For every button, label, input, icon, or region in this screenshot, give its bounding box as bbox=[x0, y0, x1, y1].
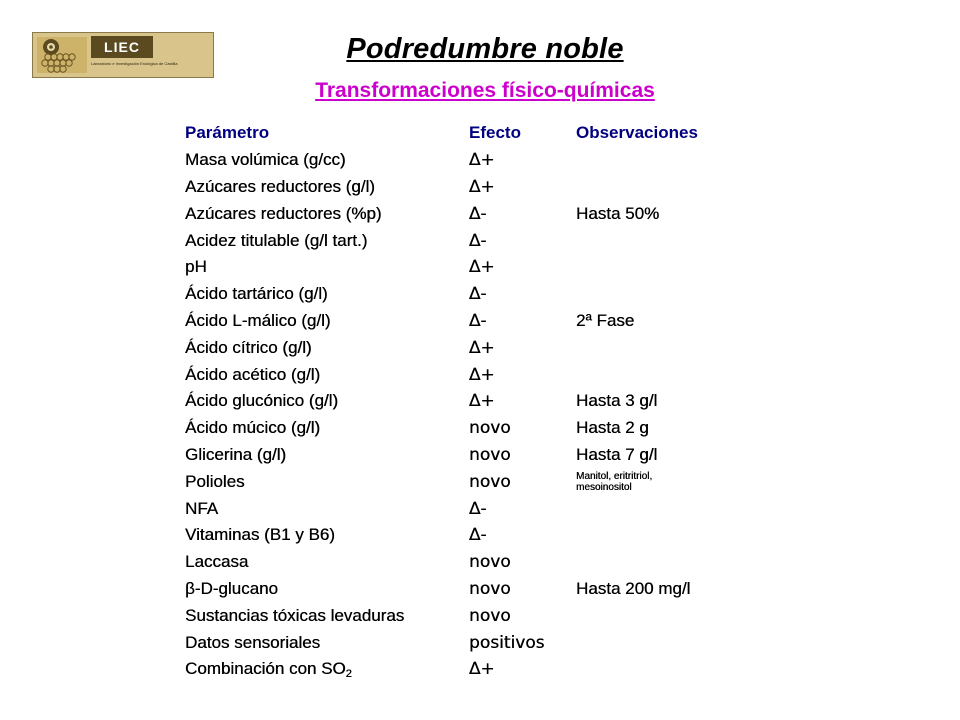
cell-parameter: Laccasa bbox=[185, 552, 249, 572]
parameters-table bbox=[185, 120, 756, 683]
cell-observations bbox=[576, 656, 756, 683]
cell-parameter: Azúcares reductores (%p) bbox=[185, 203, 382, 223]
cell-observations: Hasta 3 g/l bbox=[576, 391, 658, 411]
table-row bbox=[185, 602, 756, 629]
table-row bbox=[185, 334, 756, 361]
cell-observations bbox=[576, 522, 756, 549]
table-row bbox=[185, 281, 756, 308]
cell-effect: novo bbox=[469, 444, 511, 465]
cell-observations bbox=[576, 334, 756, 361]
cell-effect: ∆- bbox=[469, 284, 487, 305]
table-row bbox=[185, 656, 756, 683]
table-row bbox=[185, 415, 756, 442]
cell-observations: Hasta 2 g bbox=[576, 418, 649, 438]
cell-observations bbox=[576, 227, 756, 254]
cell-parameter: Sustancias tóxicas levaduras bbox=[185, 605, 405, 625]
cell-observations bbox=[576, 549, 756, 576]
cell-observations: Hasta 200 mg/l bbox=[576, 578, 691, 598]
cell-parameter: Ácido múcico (g/l) bbox=[185, 418, 321, 438]
cell-parameter: Ácido tartárico (g/l) bbox=[185, 284, 328, 304]
cell-observations bbox=[576, 254, 756, 281]
header-parameter: Parámetro bbox=[185, 123, 270, 143]
cell-parameter: Acidez titulable (g/l tart.) bbox=[185, 230, 368, 250]
cell-effect: ∆+ bbox=[469, 364, 495, 385]
table-row bbox=[185, 227, 756, 254]
cell-effect: ∆+ bbox=[469, 391, 495, 412]
table-row bbox=[185, 576, 756, 603]
table-row bbox=[185, 468, 756, 495]
table-row bbox=[185, 495, 756, 522]
cell-effect: positivos bbox=[469, 632, 545, 653]
cell-parameter: Datos sensoriales bbox=[185, 632, 321, 652]
parameter-text: Combinación con SO bbox=[185, 658, 346, 678]
logo-tagline: Laboratorio e Investigación Enológica de Castilla bbox=[91, 61, 178, 66]
cell-parameter: Ácido acético (g/l) bbox=[185, 364, 321, 384]
header-effect: Efecto bbox=[469, 123, 521, 143]
cell-effect: novo bbox=[469, 471, 511, 492]
cell-effect: ∆+ bbox=[469, 659, 495, 680]
table-row bbox=[185, 442, 756, 469]
observation-note-line: Manitol, eritritriol, bbox=[576, 470, 653, 482]
table-row bbox=[185, 522, 756, 549]
cell-observations: 2ª Fase bbox=[576, 310, 635, 330]
table-row bbox=[185, 629, 756, 656]
cell-effect: ∆+ bbox=[469, 337, 495, 358]
table-row bbox=[185, 254, 756, 281]
cell-parameter: Polioles bbox=[185, 471, 245, 491]
table-row bbox=[185, 388, 756, 415]
cell-effect: ∆- bbox=[469, 310, 487, 331]
cell-observations bbox=[576, 602, 756, 629]
table-row bbox=[185, 308, 756, 335]
cell-effect: ∆- bbox=[469, 230, 487, 251]
cell-parameter: Ácido L-málico (g/l) bbox=[185, 310, 331, 330]
cell-parameter: pH bbox=[185, 257, 207, 277]
cell-effect: ∆+ bbox=[469, 150, 495, 171]
cell-effect: ∆- bbox=[469, 498, 487, 519]
cell-observations: Hasta 50% bbox=[576, 203, 660, 223]
table-row bbox=[185, 174, 756, 201]
subscript-two: 2 bbox=[345, 667, 352, 680]
cell-parameter bbox=[185, 656, 469, 683]
cell-effect: ∆- bbox=[469, 203, 487, 224]
cell-observations bbox=[576, 495, 756, 522]
page-title: Podredumbre noble bbox=[346, 33, 624, 65]
table-row bbox=[185, 200, 756, 227]
cell-effect: novo bbox=[469, 578, 511, 599]
table-row bbox=[185, 549, 756, 576]
cell-observations bbox=[576, 281, 756, 308]
table-row bbox=[185, 361, 756, 388]
observation-note-line: mesoinositol bbox=[576, 481, 632, 493]
header-observations: Observaciones bbox=[576, 123, 698, 143]
cell-parameter: β-D-glucano bbox=[185, 578, 278, 598]
table-header-row bbox=[185, 120, 756, 147]
cell-effect: novo bbox=[469, 418, 511, 439]
cell-observations: Hasta 7 g/l bbox=[576, 444, 658, 464]
cell-parameter: Masa volúmica (g/cc) bbox=[185, 150, 346, 170]
cell-parameter: Azúcares reductores (g/l) bbox=[185, 176, 375, 196]
cell-effect: ∆- bbox=[469, 525, 487, 546]
cell-observations bbox=[576, 361, 756, 388]
page-subtitle: Transformaciones físico-químicas bbox=[315, 79, 655, 102]
cell-observations bbox=[576, 174, 756, 201]
cell-effect: ∆+ bbox=[469, 257, 495, 278]
cell-parameter: Glicerina (g/l) bbox=[185, 444, 287, 464]
cell-observations bbox=[576, 629, 756, 656]
cell-observations bbox=[576, 468, 756, 495]
cell-observations bbox=[576, 147, 756, 174]
logo-name: LIEC bbox=[91, 36, 153, 58]
cell-parameter: Vitaminas (B1 y B6) bbox=[185, 525, 335, 545]
cell-effect: ∆+ bbox=[469, 176, 495, 197]
table-row bbox=[185, 147, 756, 174]
cell-parameter: Ácido cítrico (g/l) bbox=[185, 337, 312, 357]
cell-effect: novo bbox=[469, 552, 511, 573]
cell-parameter: NFA bbox=[185, 498, 219, 518]
cell-parameter: Ácido glucónico (g/l) bbox=[185, 391, 339, 411]
cell-effect: novo bbox=[469, 605, 511, 626]
